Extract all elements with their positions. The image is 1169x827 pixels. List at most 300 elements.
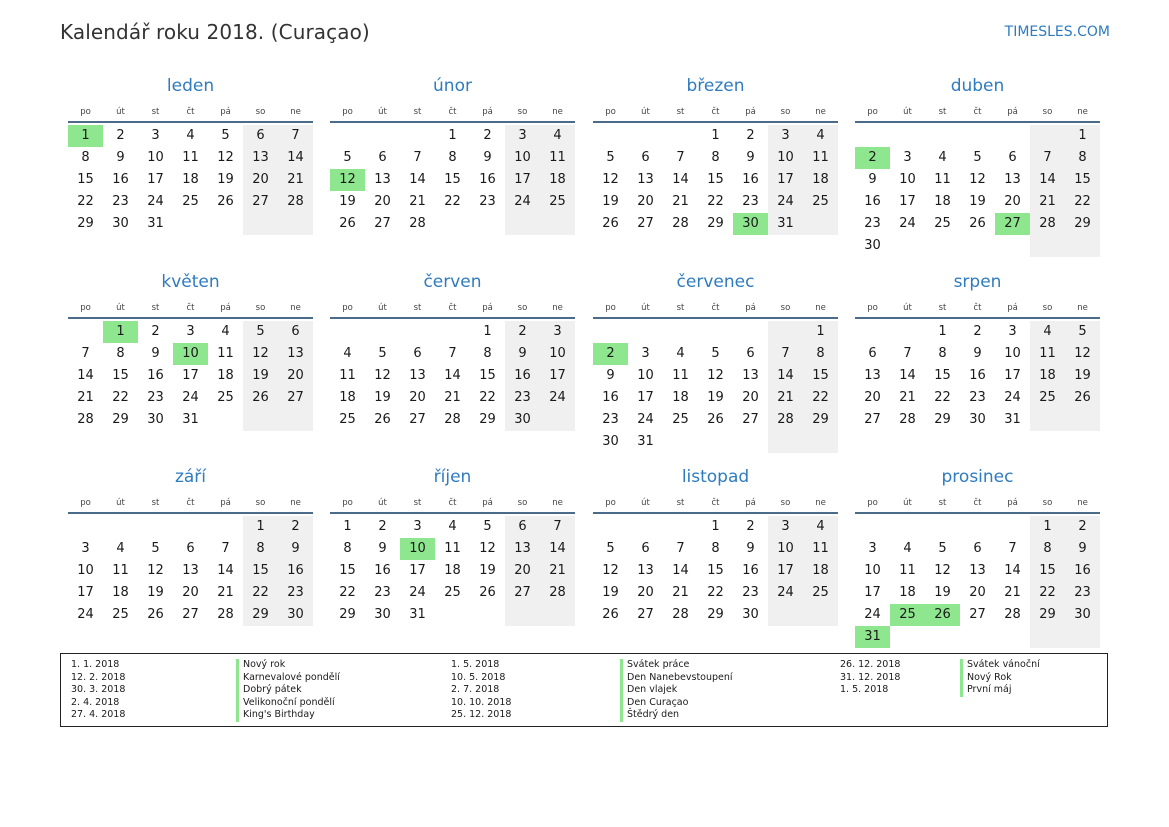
month-kveten [68, 270, 313, 431]
day-cell: 11 [899, 563, 916, 578]
weekday-label: čt [973, 303, 982, 313]
day-cell: 28 [768, 409, 803, 431]
legend-date: 1. 5. 2018 [840, 684, 889, 696]
day-cell: 6 [413, 346, 422, 361]
day-cell: 22 [444, 194, 461, 209]
weekday-label: st [413, 303, 422, 313]
day-cell-empty [768, 604, 803, 626]
month-cerven [330, 270, 575, 431]
day-cell: 15 [934, 368, 951, 383]
day-cell: 11 [444, 541, 461, 556]
day-cell: 18 [803, 560, 838, 582]
day-cell: 19 [934, 585, 951, 600]
day-cell: 31 [409, 607, 426, 622]
day-cell: 24 [864, 607, 881, 622]
day-cell: 22 [243, 582, 278, 604]
day-cell: 7 [676, 150, 685, 165]
day-cell: 14 [1004, 563, 1021, 578]
day-cell: 19 [602, 585, 619, 600]
day-cell: 28 [409, 216, 426, 231]
day-cell: 11 [339, 368, 356, 383]
day-cell: 16 [602, 390, 619, 405]
weekday-label: so [255, 303, 266, 313]
day-cell-empty [593, 321, 628, 343]
day-cell: 4 [676, 346, 685, 361]
day-cell-empty [540, 604, 575, 626]
weekday-label: st [938, 498, 947, 508]
day-cell-empty [855, 321, 890, 343]
day-cell: 13 [182, 563, 199, 578]
day-cell: 27 [969, 607, 986, 622]
day-cell: 6 [243, 125, 278, 147]
day-cell: 18 [934, 194, 951, 209]
day-cell: 5 [1065, 321, 1100, 343]
month-duben [855, 74, 1100, 257]
day-cell: 21 [1004, 585, 1021, 600]
day-cell-empty [663, 431, 698, 453]
day-cell-holiday: 2 [855, 147, 890, 169]
day-cell: 4 [803, 516, 838, 538]
day-cell: 9 [483, 150, 492, 165]
day-cell-empty [593, 516, 628, 538]
weekday-label: čt [973, 107, 982, 117]
day-cell-empty [803, 213, 838, 235]
day-cell: 10 [768, 538, 803, 560]
legend-date: 2. 4. 2018 [71, 696, 120, 708]
day-cell: 27 [182, 607, 199, 622]
legend-holiday-name: První máj [960, 684, 1040, 697]
weekday-label: po [605, 303, 616, 313]
day-cell: 16 [969, 368, 986, 383]
day-cell: 6 [378, 150, 387, 165]
day-cell: 13 [505, 538, 540, 560]
legend-date: 30. 3. 2018 [71, 684, 126, 696]
day-cell-empty [330, 321, 365, 343]
month-days [330, 125, 575, 235]
day-cell: 7 [1008, 541, 1017, 556]
day-cell-empty [540, 213, 575, 235]
weekday-label: so [1042, 303, 1053, 313]
day-cell: 13 [1004, 172, 1021, 187]
weekday-label: čt [186, 107, 195, 117]
month-brezen [593, 74, 838, 235]
weekday-label: po [342, 107, 353, 117]
day-cell: 20 [637, 585, 654, 600]
day-cell: 31 [768, 213, 803, 235]
day-cell-empty [925, 125, 960, 147]
legend-holiday-name: King's Birthday [236, 709, 340, 722]
weekday-label: út [903, 498, 912, 508]
day-cell: 30 [374, 607, 391, 622]
day-cell: 2 [151, 324, 160, 339]
month-name: leden [166, 76, 215, 96]
weekday-label: so [517, 303, 528, 313]
day-cell: 14 [540, 538, 575, 560]
day-cell: 16 [479, 172, 496, 187]
day-cell: 8 [483, 346, 492, 361]
legend-names-col-2 [620, 659, 733, 722]
month-name: listopad [681, 467, 750, 487]
weekday-label: po [605, 107, 616, 117]
weekday-label: so [780, 107, 791, 117]
weekday-header [68, 105, 313, 123]
day-cell: 13 [278, 343, 313, 365]
day-cell: 3 [505, 125, 540, 147]
day-cell: 20 [637, 194, 654, 209]
weekday-label: pá [1007, 303, 1018, 313]
day-cell: 9 [1065, 538, 1100, 560]
day-cell: 22 [707, 585, 724, 600]
day-cell: 20 [505, 560, 540, 582]
day-cell: 27 [637, 216, 654, 231]
weekday-label: út [116, 303, 125, 313]
day-cell: 21 [672, 194, 689, 209]
weekday-label: čt [448, 498, 457, 508]
day-cell: 24 [182, 390, 199, 405]
day-cell-empty [435, 604, 470, 626]
day-cell: 12 [707, 368, 724, 383]
day-cell-holiday: 10 [400, 538, 435, 560]
day-cell: 10 [147, 150, 164, 165]
day-cell: 24 [77, 607, 94, 622]
day-cell: 16 [374, 563, 391, 578]
day-cell: 9 [606, 368, 615, 383]
weekday-label: pá [220, 498, 231, 508]
day-cell: 17 [540, 365, 575, 387]
day-cell: 20 [969, 585, 986, 600]
month-leden [68, 74, 313, 235]
legend-holiday-name: Svátek práce [620, 659, 733, 672]
legend-date: 10. 5. 2018 [451, 671, 506, 683]
month-days [593, 321, 838, 453]
day-cell: 5 [343, 150, 352, 165]
day-cell: 1 [448, 128, 457, 143]
day-cell: 15 [479, 368, 496, 383]
day-cell: 27 [505, 582, 540, 604]
weekday-label: po [342, 498, 353, 508]
weekday-label: čt [448, 107, 457, 117]
weekday-label: ne [552, 303, 563, 313]
legend-holiday-name: Nový Rok [960, 672, 1040, 685]
day-cell: 19 [707, 390, 724, 405]
day-cell: 7 [540, 516, 575, 538]
weekday-label: st [413, 107, 422, 117]
weekday-label: st [938, 107, 947, 117]
day-cell: 22 [934, 390, 951, 405]
day-cell: 16 [742, 563, 759, 578]
day-cell-empty [173, 213, 208, 235]
day-cell: 29 [77, 216, 94, 231]
day-cell: 19 [217, 172, 234, 187]
day-cell: 5 [378, 346, 387, 361]
day-cell-empty [768, 321, 803, 343]
day-cell: 30 [864, 238, 881, 253]
day-cell: 5 [606, 150, 615, 165]
day-cell: 29 [1065, 213, 1100, 235]
day-cell: 19 [339, 194, 356, 209]
day-cell: 12 [479, 541, 496, 556]
legend-holiday-name: Den Curaçao [620, 697, 733, 710]
day-cell: 25 [1030, 387, 1065, 409]
day-cell: 8 [343, 541, 352, 556]
day-cell: 10 [768, 147, 803, 169]
day-cell: 28 [444, 412, 461, 427]
day-cell: 1 [1065, 125, 1100, 147]
day-cell: 8 [803, 343, 838, 365]
day-cell: 7 [448, 346, 457, 361]
day-cell: 18 [672, 390, 689, 405]
weekday-label: pá [220, 303, 231, 313]
day-cell-empty [890, 626, 925, 648]
month-cervenec [593, 270, 838, 453]
day-cell-empty [243, 409, 278, 431]
day-cell: 18 [217, 368, 234, 383]
day-cell: 5 [483, 519, 492, 534]
weekday-header [593, 301, 838, 319]
day-cell-empty [803, 604, 838, 626]
day-cell: 23 [969, 390, 986, 405]
day-cell: 26 [243, 387, 278, 409]
day-cell: 20 [864, 390, 881, 405]
month-days [68, 516, 313, 626]
day-cell: 5 [221, 128, 230, 143]
day-cell: 30 [969, 412, 986, 427]
day-cell: 28 [1004, 607, 1021, 622]
day-cell: 3 [868, 541, 877, 556]
day-cell: 19 [243, 365, 278, 387]
weekday-label: pá [745, 303, 756, 313]
month-days [593, 125, 838, 235]
day-cell-empty [925, 626, 960, 648]
day-cell: 23 [505, 387, 540, 409]
weekday-label: pá [482, 498, 493, 508]
weekday-label: čt [448, 303, 457, 313]
day-cell: 10 [505, 147, 540, 169]
day-cell-empty [628, 516, 663, 538]
day-cell: 4 [343, 346, 352, 361]
day-cell-empty [470, 213, 505, 235]
day-cell: 7 [413, 150, 422, 165]
day-cell-empty [855, 516, 890, 538]
day-cell: 3 [768, 516, 803, 538]
day-cell-empty [1030, 626, 1065, 648]
day-cell: 26 [969, 216, 986, 231]
day-cell: 19 [479, 563, 496, 578]
weekday-label: pá [745, 107, 756, 117]
day-cell: 25 [803, 191, 838, 213]
day-cell: 9 [151, 346, 160, 361]
day-cell: 29 [339, 607, 356, 622]
weekday-header [855, 496, 1100, 514]
day-cell: 13 [864, 368, 881, 383]
month-days [855, 125, 1100, 257]
day-cell: 18 [1030, 365, 1065, 387]
day-cell-empty [68, 321, 103, 343]
day-cell: 8 [1030, 538, 1065, 560]
month-unor [330, 74, 575, 235]
day-cell: 12 [602, 563, 619, 578]
day-cell: 1 [343, 519, 352, 534]
weekday-label: st [676, 303, 685, 313]
weekday-label: pá [482, 107, 493, 117]
day-cell: 25 [934, 216, 951, 231]
month-days [330, 516, 575, 626]
day-cell-empty [890, 125, 925, 147]
day-cell: 4 [540, 125, 575, 147]
month-listopad [593, 465, 838, 626]
weekday-label: po [342, 303, 353, 313]
day-cell: 21 [768, 387, 803, 409]
day-cell: 15 [77, 172, 94, 187]
weekday-label: út [116, 498, 125, 508]
day-cell: 16 [278, 560, 313, 582]
weekday-header [593, 496, 838, 514]
weekday-label: po [867, 303, 878, 313]
day-cell: 13 [637, 172, 654, 187]
legend-date: 27. 4. 2018 [71, 709, 126, 721]
month-name: březen [686, 76, 745, 96]
month-days [855, 516, 1100, 648]
day-cell: 28 [672, 216, 689, 231]
day-cell: 28 [540, 582, 575, 604]
day-cell-empty [890, 235, 925, 257]
weekday-label: so [1042, 498, 1053, 508]
month-srpen [855, 270, 1100, 431]
day-cell: 12 [243, 343, 278, 365]
day-cell-empty [1030, 235, 1065, 257]
day-cell-empty [960, 125, 995, 147]
day-cell: 8 [711, 150, 720, 165]
day-cell: 14 [444, 368, 461, 383]
day-cell-empty [505, 213, 540, 235]
day-cell: 21 [1030, 191, 1065, 213]
day-cell-empty [400, 125, 435, 147]
day-cell-holiday: 1 [68, 125, 103, 147]
weekday-label: po [867, 498, 878, 508]
day-cell: 22 [339, 585, 356, 600]
day-cell: 6 [505, 516, 540, 538]
day-cell: 24 [768, 191, 803, 213]
day-cell: 29 [243, 604, 278, 626]
day-cell: 11 [217, 346, 234, 361]
day-cell: 13 [637, 563, 654, 578]
day-cell: 14 [409, 172, 426, 187]
day-cell-empty [435, 321, 470, 343]
weekday-label: út [641, 107, 650, 117]
weekday-label: ne [290, 498, 301, 508]
day-cell: 12 [934, 563, 951, 578]
day-cell: 26 [602, 216, 619, 231]
day-cell: 3 [641, 346, 650, 361]
month-days [68, 321, 313, 431]
day-cell: 14 [899, 368, 916, 383]
month-name: duben [950, 76, 1005, 96]
day-cell: 9 [746, 150, 755, 165]
weekday-label: čt [711, 498, 720, 508]
day-cell-holiday: 2 [593, 343, 628, 365]
day-cell: 5 [151, 541, 160, 556]
weekday-label: čt [186, 303, 195, 313]
day-cell: 23 [278, 582, 313, 604]
brand-link[interactable]: TIMESLES.COM [1004, 24, 1110, 40]
day-cell: 12 [147, 563, 164, 578]
day-cell: 29 [803, 409, 838, 431]
day-cell: 2 [1065, 516, 1100, 538]
month-rijen [330, 465, 575, 626]
day-cell: 26 [374, 412, 391, 427]
day-cell: 6 [641, 541, 650, 556]
day-cell: 22 [77, 194, 94, 209]
day-cell: 16 [742, 172, 759, 187]
day-cell: 30 [602, 434, 619, 449]
weekday-label: ne [552, 107, 563, 117]
month-days [330, 321, 575, 431]
day-cell: 3 [81, 541, 90, 556]
weekday-header [68, 301, 313, 319]
day-cell-holiday: 30 [733, 213, 768, 235]
day-cell-empty [1030, 409, 1065, 431]
day-cell: 16 [1065, 560, 1100, 582]
day-cell: 24 [409, 585, 426, 600]
legend-date: 2. 7. 2018 [451, 684, 500, 696]
weekday-label: čt [973, 498, 982, 508]
weekday-label: čt [186, 498, 195, 508]
day-cell: 23 [112, 194, 129, 209]
day-cell: 26 [339, 216, 356, 231]
day-cell: 28 [1030, 213, 1065, 235]
day-cell-empty [960, 516, 995, 538]
day-cell: 1 [483, 324, 492, 339]
day-cell-empty [733, 321, 768, 343]
day-cell-empty [768, 431, 803, 453]
day-cell: 21 [278, 169, 313, 191]
day-cell: 22 [1030, 582, 1065, 604]
day-cell: 26 [1065, 387, 1100, 409]
day-cell: 5 [243, 321, 278, 343]
weekday-label: ne [815, 303, 826, 313]
legend-date: 31. 12. 2018 [840, 671, 901, 683]
day-cell: 24 [147, 194, 164, 209]
legend-date: 12. 2. 2018 [71, 671, 126, 683]
day-cell: 20 [409, 390, 426, 405]
legend-dates-col-1 [71, 659, 125, 722]
day-cell: 8 [243, 538, 278, 560]
month-name: únor [433, 76, 472, 96]
day-cell: 25 [540, 191, 575, 213]
day-cell: 3 [903, 150, 912, 165]
day-cell: 19 [1065, 365, 1100, 387]
day-cell: 11 [803, 147, 838, 169]
day-cell: 2 [278, 516, 313, 538]
day-cell: 30 [278, 604, 313, 626]
weekday-label: st [938, 303, 947, 313]
day-cell: 29 [112, 412, 129, 427]
month-name: prosinec [941, 467, 1014, 487]
weekday-label: ne [1077, 498, 1088, 508]
day-cell: 21 [77, 390, 94, 405]
day-cell: 11 [540, 147, 575, 169]
weekday-label: so [780, 498, 791, 508]
day-cell: 20 [374, 194, 391, 209]
day-cell: 3 [768, 125, 803, 147]
day-cell: 21 [444, 390, 461, 405]
day-cell: 4 [1030, 321, 1065, 343]
weekday-header [330, 105, 575, 123]
day-cell: 25 [217, 390, 234, 405]
day-cell: 8 [116, 346, 125, 361]
weekday-label: po [80, 498, 91, 508]
weekday-label: so [255, 107, 266, 117]
